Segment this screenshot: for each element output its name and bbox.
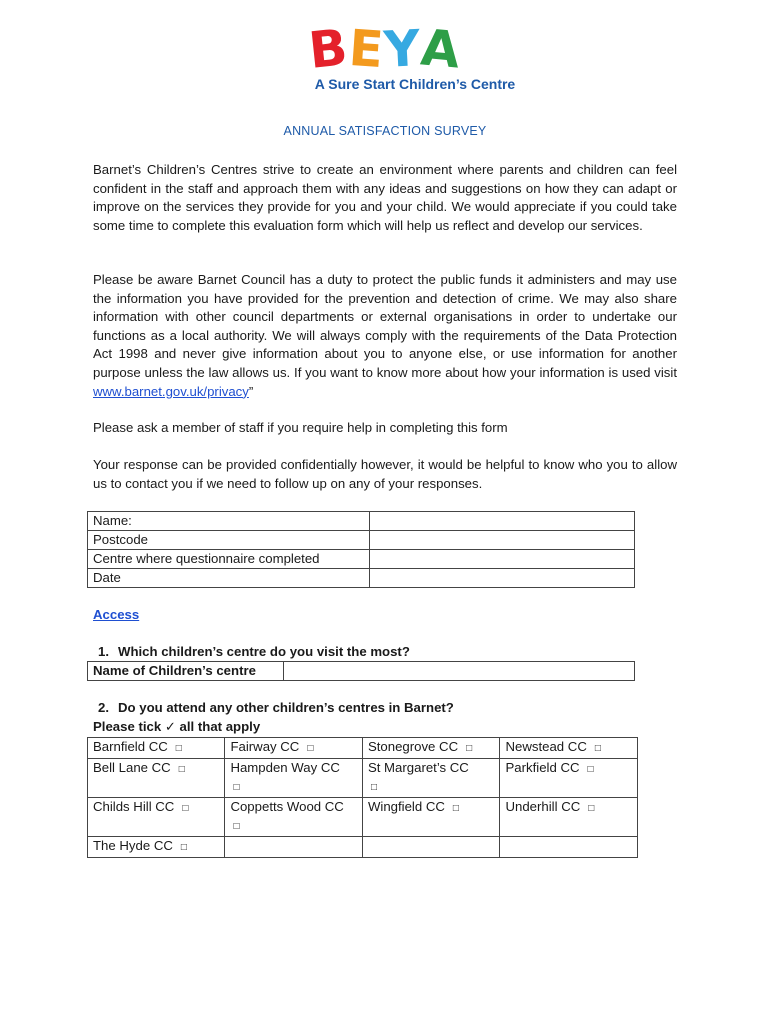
- question-2-number: 2.: [98, 700, 109, 715]
- checkbox-icon[interactable]: □: [588, 803, 595, 814]
- checkbox-icon[interactable]: □: [594, 743, 601, 754]
- centre-option-fairway[interactable]: [225, 738, 362, 759]
- centre-completed-field[interactable]: [370, 550, 635, 569]
- checkbox-icon[interactable]: □: [452, 803, 459, 814]
- question-2-text: Do you attend any other children’s centres in Barnet?: [118, 700, 454, 715]
- centre-name-label: Name of Children’s centre: [88, 662, 284, 681]
- question-2: [98, 700, 454, 715]
- centre-label: Bell Lane CC: [93, 760, 171, 775]
- intro-paragraph: Barnet’s Children’s Centres strive to create an environment where parents and children can feel confident in the staff and approach them with any ideas and suggestions on how they can adapt or improve on the services they provide for you and your child. We would appreciate if you could take some time to complete this evaluation form which will help us reflect and develop our services.: [93, 162, 677, 233]
- privacy-link[interactable]: www.barnet.gov.uk/privacy: [93, 383, 249, 399]
- date-label: Date: [88, 569, 370, 588]
- centre-name-field[interactable]: [284, 662, 635, 681]
- privacy-paragraph: [93, 271, 677, 401]
- centre-label: The Hyde CC: [93, 838, 173, 853]
- centre-option-stonegrove[interactable]: [362, 738, 500, 759]
- centre-option-parkfield[interactable]: [500, 759, 638, 798]
- table-row: [88, 512, 635, 531]
- question-1: [98, 644, 410, 659]
- logo-letter-a: A: [418, 18, 464, 80]
- checkbox-icon[interactable]: □: [180, 842, 187, 853]
- centre-label: Barnfield CC: [93, 739, 168, 754]
- table-row: [88, 837, 638, 858]
- checkbox-icon[interactable]: □: [233, 782, 240, 793]
- centres-checklist-table: [87, 737, 638, 858]
- centre-option-newstead[interactable]: [500, 738, 638, 759]
- table-row: [88, 531, 635, 550]
- table-row: [88, 550, 635, 569]
- logo-letter-y: Y: [382, 19, 423, 79]
- centre-label: Coppetts Wood CC: [230, 799, 344, 814]
- table-row: [88, 662, 635, 681]
- table-row: [88, 759, 638, 798]
- logo-tagline: A Sure Start Children’s Centre: [314, 76, 516, 92]
- checkbox-icon[interactable]: □: [233, 821, 240, 832]
- date-field[interactable]: [370, 569, 635, 588]
- question-1-number: 1.: [98, 644, 109, 659]
- postcode-field[interactable]: [370, 531, 635, 550]
- logo-letter-e: E: [346, 18, 386, 80]
- centre-label: St Margaret’s CC: [367, 760, 469, 775]
- centre-completed-label: Centre where questionnaire completed: [88, 550, 370, 569]
- table-row: [88, 569, 635, 588]
- question-2-instruction: Please tick ✓ all that apply: [93, 719, 261, 734]
- centre-option-bell-lane[interactable]: [88, 759, 225, 798]
- centre-label: Stonegrove CC: [367, 739, 459, 754]
- centre-label: Childs Hill CC: [93, 799, 175, 814]
- centre-option-st-margarets[interactable]: [362, 759, 500, 798]
- centre-option-the-hyde[interactable]: [88, 837, 225, 858]
- question-1-text: Which children’s centre do you visit the most?: [118, 644, 410, 659]
- beya-logo: [0, 18, 770, 92]
- postcode-label: Postcode: [88, 531, 370, 550]
- centre-option-wingfield[interactable]: [362, 798, 500, 837]
- centre-label: Wingfield CC: [367, 799, 445, 814]
- empty-cell: [500, 837, 638, 858]
- centre-option-coppetts-wood[interactable]: [225, 798, 362, 837]
- empty-cell: [362, 837, 500, 858]
- checkbox-icon[interactable]: □: [587, 764, 594, 775]
- centre-label: Underhill CC: [505, 799, 581, 814]
- access-heading: Access: [93, 607, 140, 622]
- confidential-paragraph: Your response can be provided confidentially however, it would be helpful to know who you to allow us to contact you if we need to follow up on any of your responses.: [93, 457, 677, 491]
- checkbox-icon[interactable]: □: [370, 782, 377, 793]
- checkbox-icon[interactable]: □: [175, 743, 182, 754]
- empty-cell: [225, 837, 362, 858]
- centre-option-barnfield[interactable]: [88, 738, 225, 759]
- table-row: [88, 738, 638, 759]
- centre-option-childs-hill[interactable]: [88, 798, 225, 837]
- centre-label: Hampden Way CC: [230, 760, 340, 775]
- name-label: Name:: [88, 512, 370, 531]
- table-row: [88, 798, 638, 837]
- logo-letter-b: B: [306, 18, 352, 80]
- details-table: [87, 511, 635, 588]
- name-field[interactable]: [370, 512, 635, 531]
- checkbox-icon[interactable]: □: [466, 743, 473, 754]
- centre-name-table: [87, 661, 635, 681]
- help-paragraph: Please ask a member of staff if you require help in completing this form: [93, 420, 508, 435]
- privacy-text: Please be aware Barnet Council has a duty to protect the public funds it administers and may use the information you have provided for the prevention and detection of crime. We may also share information with other council departments or external organisations in order to undertake our functions as a local authority. We will always comply with the requirements of the Data Protection Act 1998 and never give information about you to anyone else, or use information for another purpose unless the law allows us. If you want to know more about how your information is used visit: [93, 272, 677, 380]
- checkbox-icon[interactable]: □: [178, 764, 185, 775]
- centre-option-hampden-way[interactable]: [225, 759, 362, 798]
- privacy-closing-quote: ”: [248, 383, 254, 399]
- beya-logo-wordmark: [306, 18, 464, 80]
- centre-label: Fairway CC: [230, 739, 300, 754]
- checkbox-icon[interactable]: □: [182, 803, 189, 814]
- centre-option-underhill[interactable]: [500, 798, 638, 837]
- centre-label: Newstead CC: [505, 739, 587, 754]
- checkbox-icon[interactable]: □: [307, 743, 314, 754]
- centre-label: Parkfield CC: [505, 760, 580, 775]
- survey-title: ANNUAL SATISFACTION SURVEY: [283, 124, 487, 138]
